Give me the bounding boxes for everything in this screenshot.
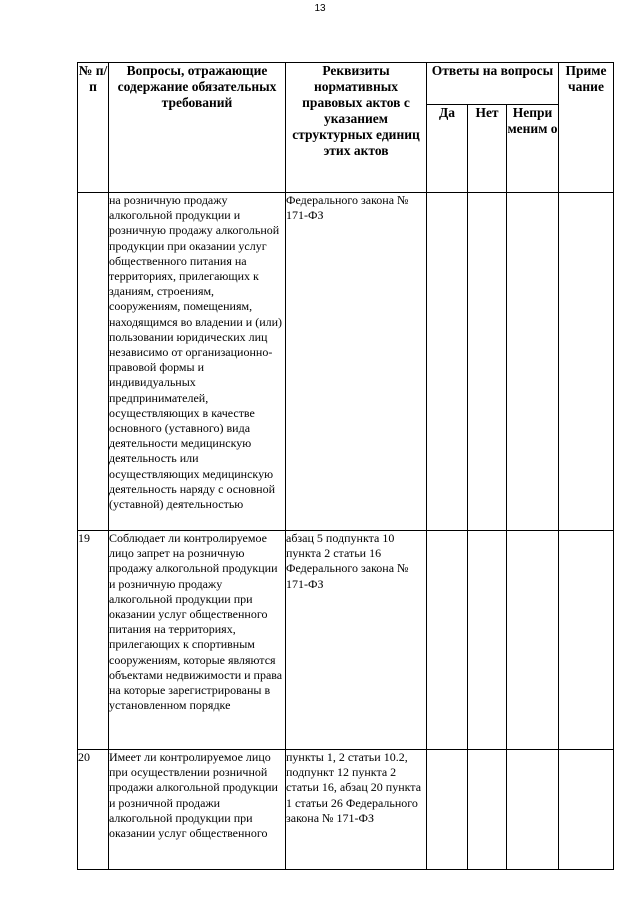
row-question: на розничную продажу алкогольной продукции и розничную продажу алкогольной продукции при оказании услуг общественного питания на территориях, прилегающих к зданиям, строениям, сооружениям, помещениям, находящимся во владении и (или) пользовании юридических лиц независимо от организационно-правовой формы и индивидуальных предпринимателей, осуществляющих в качестве основного (уставного) вида деятельности медицинскую деятельность или осуществляющих медицинскую деятельность наряду с основной (уставной) деятельностью xyxy=(109,193,286,531)
header-requisites: Реквизиты нормативных правовых актов с указанием структурных единиц этих актов xyxy=(286,63,427,193)
answer-yes-cell xyxy=(427,193,468,531)
answer-no-cell xyxy=(468,193,507,531)
header-num: № п/п xyxy=(78,63,109,193)
row-requisites: абзац 5 подпункта 10 пункта 2 статьи 16 Федерального закона № 171-ФЗ xyxy=(286,531,427,750)
header-na: Непри меним о xyxy=(507,105,559,193)
answer-na-cell xyxy=(507,750,559,870)
row-requisites: пункты 1, 2 статьи 10.2, подпункт 12 пункта 2 статьи 16, абзац 20 пункта 1 статьи 26 Федерального закона № 171-ФЗ xyxy=(286,750,427,870)
table-row xyxy=(78,750,614,870)
answer-no-cell xyxy=(468,750,507,870)
note-cell xyxy=(559,750,614,870)
answer-na-cell xyxy=(507,193,559,531)
row-number: 19 xyxy=(78,531,109,750)
checklist-table xyxy=(77,62,614,870)
note-cell xyxy=(559,193,614,531)
answer-yes-cell xyxy=(427,531,468,750)
row-number: 20 xyxy=(78,750,109,870)
table-row xyxy=(78,193,614,531)
note-cell xyxy=(559,531,614,750)
row-number xyxy=(78,193,109,531)
row-requisites: Федерального закона № 171-ФЗ xyxy=(286,193,427,531)
table-row xyxy=(78,531,614,750)
row-question: Соблюдает ли контролируемое лицо запрет на розничную продажу алкогольной продукции и розничную продажу алкогольной продукции при оказании услуг общественного питания на территориях, прилегающих к спортивным сооружениям, которые являются объектами недвижимости и права на которые зарегистрированы в установленном порядке xyxy=(109,531,286,750)
answer-na-cell xyxy=(507,531,559,750)
row-question: Имеет ли контролируемое лицо при осуществлении розничной продажи алкогольной продукции и розничной продажи алкогольной продукции при оказании услуг общественного xyxy=(109,750,286,870)
header-yes: Да xyxy=(427,105,468,193)
answer-yes-cell xyxy=(427,750,468,870)
answer-no-cell xyxy=(468,531,507,750)
page-number: 13 xyxy=(314,3,326,14)
header-no: Нет xyxy=(468,105,507,193)
header-note: Приме чание xyxy=(559,63,614,193)
header-answers: Ответы на вопросы xyxy=(427,63,559,105)
header-questions: Вопросы, отражающие содержание обязательных требований xyxy=(109,63,286,193)
